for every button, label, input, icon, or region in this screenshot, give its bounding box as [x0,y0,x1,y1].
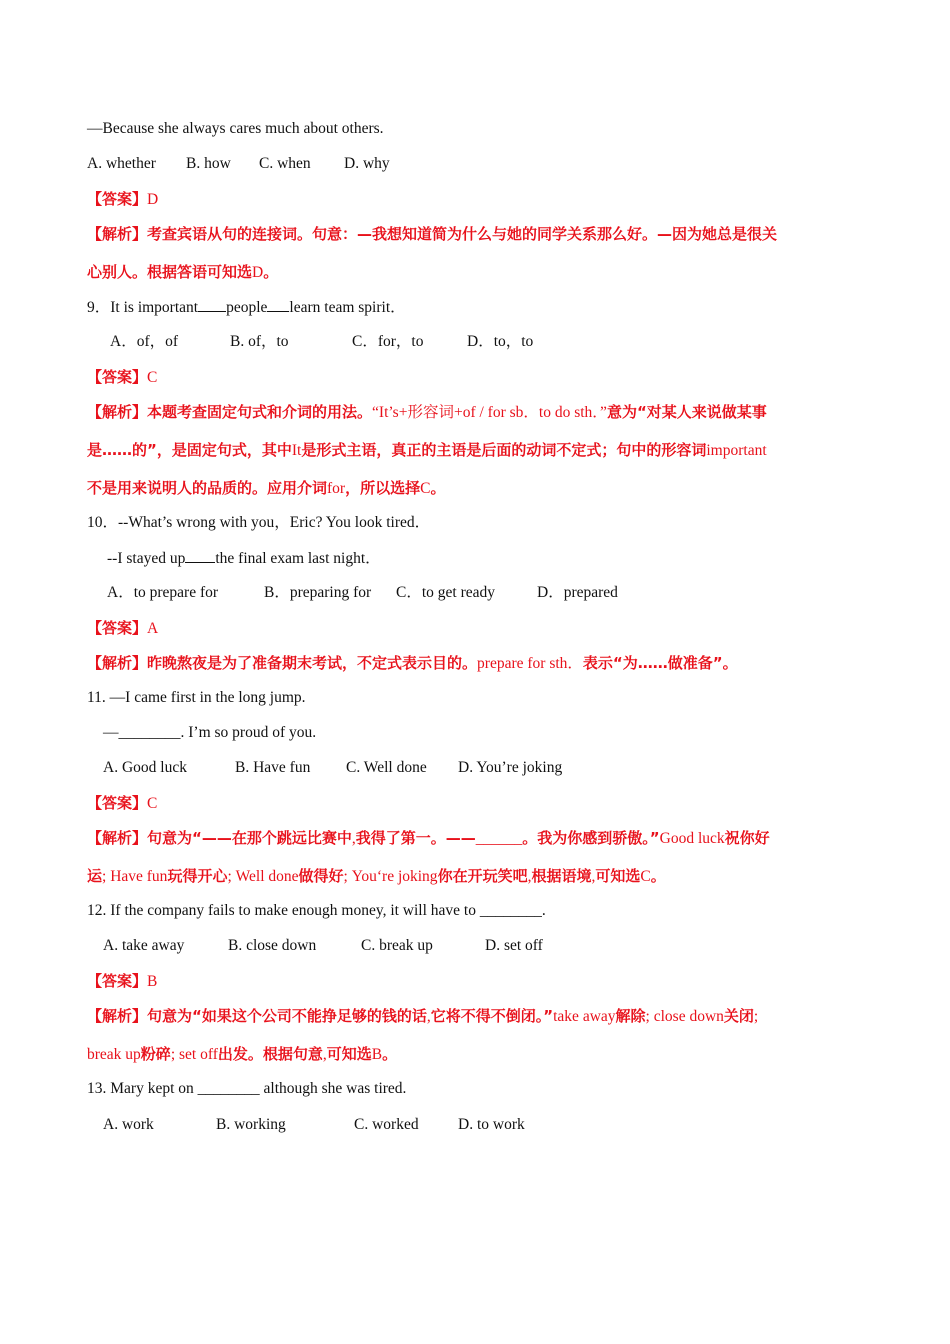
q8-options [87,154,390,174]
q9-explanation-line1 [87,402,767,423]
q13-option-a: A. work [103,1116,154,1133]
q8-option-c: C. when [259,155,311,172]
explanation-text: 。 [263,263,279,281]
q9-option-a: A．of，of [110,333,179,350]
q12-option-c: C. break up [361,937,433,954]
blank-line [198,297,226,312]
q11-option-d: D. You’re joking [458,759,563,776]
q10-stem-line1 [87,513,430,533]
q13-stem: 13. Mary kept on ________ although she was tired. [87,1080,407,1097]
q8-reply: —Because she always cares much about others. [87,120,384,137]
q12-answer [87,971,157,992]
explanation-text: important [706,442,767,459]
explanation-label: 【解析】 [87,1007,148,1025]
answer-label: 【答案】 [87,190,148,208]
q9-explanation-line2 [87,440,767,461]
q12-explanation-line1 [87,1006,758,1027]
explanation-text: C [420,480,431,497]
answer-value: C [147,369,158,386]
explanation-text: It [291,442,302,459]
answer-label: 【答案】 [87,368,148,386]
explanation-text: ; Have fun [102,868,168,885]
explanation-text: 运 [87,867,103,885]
q10-option-c: C．to get ready [396,584,496,601]
answer-value: D [147,191,159,208]
explanation-text: , [322,1046,327,1063]
question-number: 9． [87,299,111,316]
explanation-text: 考查宾语从句的连接词。句意：—我想知道简为什么与她的同学关系那么好。—因为她总是很关 [147,225,778,243]
explanation-text: 。 [650,867,666,885]
q10-option-b: B．preparing for [264,584,372,601]
answer-label: 【答案】 [87,972,148,990]
q9-stem [87,297,406,318]
stem-text: learn team spirit． [289,299,406,316]
explanation-text: 是……的”，是固定句式，其中 [87,441,292,459]
q10-option-d: D．prepared [537,584,618,601]
explanation-text: C [640,868,651,885]
explanation-text: 不是用来说明人的品质的。应用介词 [87,479,328,497]
explanation-text: ; set off [170,1046,218,1063]
answer-value: B [147,973,158,990]
answer-label: 【答案】 [87,794,148,812]
q11-options [103,758,562,778]
blank-line [185,548,215,563]
q12-options [103,936,543,956]
stem-text: --What’s wrong with you，Eric? You look tired． [118,514,431,531]
explanation-text: , [426,1008,431,1025]
q11-stem-line1: 11. —I came first in the long jump. [87,689,306,706]
q11-explanation-line2 [87,866,666,887]
explanation-label: 【解析】 [87,829,148,847]
q9-options [110,332,533,352]
explanation-text: 昨晚熬夜是为了准备期末考试，不定式表示目的。 [147,654,478,672]
q12-stem: 12. If the company fails to make enough money, it will have to ________. [87,902,546,919]
q8-option-d: D. why [344,155,390,172]
explanation-text: prepare for sth． [477,655,583,672]
explanation-label: 【解析】 [87,225,148,243]
explanation-text: 解除 [615,1007,646,1025]
explanation-text: 我得了第一。—— [355,829,476,847]
explanation-text: ______ [475,830,523,847]
stem-text: --I stayed up [107,550,186,567]
q10-explanation [87,653,738,674]
explanation-text: 出发。根据句意 [217,1045,323,1063]
stem-text: people [226,299,268,316]
explanation-text: 句意为“如果这个公司不能挣足够的钱的话 [147,1007,427,1025]
explanation-label: 【解析】 [87,403,148,421]
explanation-text: 。我为你感到骄傲。” [522,829,660,847]
blank-line [267,297,289,312]
q9-option-c: C．for，to [352,333,424,350]
question-number: 10． [87,514,119,531]
explanation-text: ，所以选择 [345,479,421,497]
q12-option-a: A. take away [103,937,185,954]
explanation-text: , [527,868,532,885]
explanation-text: 它将不得不倒闭。” [430,1007,554,1025]
q8-explanation-line1 [87,224,777,244]
explanation-text: 可知选 [326,1045,372,1063]
explanation-text: 可知选 [595,867,641,885]
q11-option-c: C. Well done [346,759,427,776]
explanation-text: , [591,868,596,885]
answer-label: 【答案】 [87,619,148,637]
explanation-text: Good luck [659,830,725,847]
explanation-text: 本题考查固定句式和介词的用法。 [147,403,373,421]
answer-value: A [147,620,159,637]
q9-option-b: B. of，to [230,333,289,350]
stem-text: the final exam last night． [215,550,381,567]
explanation-text: 粉碎 [140,1045,171,1063]
answer-value: C [147,795,158,812]
q8-option-a: A. whether [87,155,156,172]
q11-answer [87,793,157,814]
explanation-text: B [371,1046,383,1063]
explanation-text: 。 [430,479,446,497]
q12-explanation-line2 [87,1044,397,1065]
explanation-text: 玩得开心 [167,867,228,885]
explanation-text: 关闭 [723,1007,754,1025]
explanation-text: break up [87,1046,141,1063]
explanation-text: ; Well done [227,868,299,885]
stem-text: It is important [110,299,199,316]
q13-option-d: D. to work [458,1116,525,1133]
q11-explanation-line1 [87,828,770,849]
explanation-text: ; [753,1008,759,1025]
explanation-text: 祝你好 [724,829,770,847]
q13-options [103,1115,525,1135]
q12-option-d: D. set off [485,937,543,954]
explanation-text: 句意为“——在那个跳远比赛中 [147,829,352,847]
explanation-text: “It’s+形容词+of / for sb．to do sth．” [372,404,607,421]
explanation-label: 【解析】 [87,654,148,672]
explanation-text: 你在开玩笑吧 [437,867,528,885]
explanation-text: 做得好 [298,867,344,885]
q9-answer [87,367,157,388]
explanation-text: take away [553,1008,616,1025]
q12-option-b: B. close down [228,937,317,954]
q8-explanation-line2 [87,262,278,283]
explanation-text: 。 [382,1045,398,1063]
q10-answer [87,618,158,639]
q8-answer [87,189,158,210]
explanation-text: 表示“为……做准备”。 [582,654,738,672]
explanation-text: ; You‘re joking [343,868,438,885]
q9-explanation-line3 [87,478,445,499]
q11-option-b: B. Have fun [235,759,311,776]
q11-stem-line2: —________. I’m so proud of you. [103,724,317,741]
explanation-text: 心别人。根据答语可知选 [87,263,253,281]
q10-stem-line2 [107,548,381,569]
explanation-text: 是形式主语，真正的主语是后面的动词不定式；句中的形容词 [301,441,707,459]
explanation-text: 意为“对某人来说做某事 [606,403,767,421]
explanation-text: , [351,830,356,847]
q13-option-c: C. worked [354,1116,419,1133]
explanation-text: 根据语境 [531,867,592,885]
q10-options [107,583,618,603]
q13-option-b: B. working [216,1116,286,1133]
q8-option-b: B. how [186,155,231,172]
q9-option-d: D．to，to [467,333,534,350]
explanation-text: for [327,480,346,497]
explanation-text: ; close down [645,1008,724,1025]
q10-option-a: A．to prepare for [107,584,219,601]
q11-option-a: A. Good luck [103,759,187,776]
explanation-text: D [252,264,264,281]
